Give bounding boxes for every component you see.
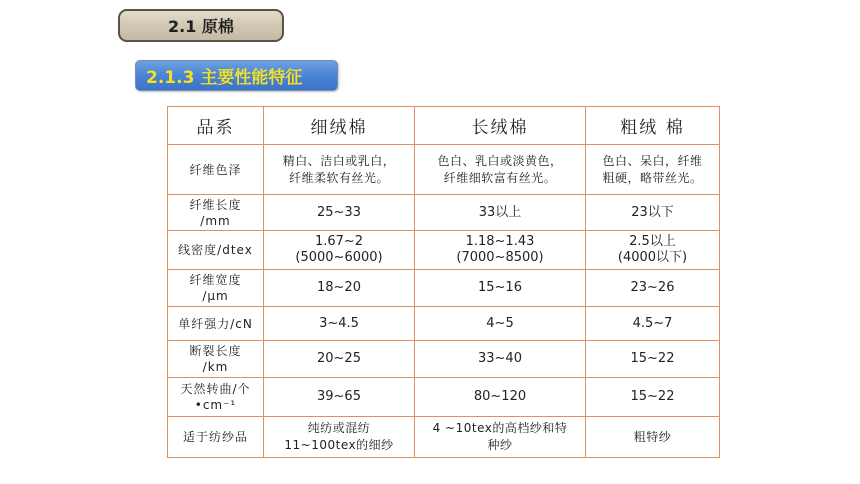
- table-cell: 33~40: [415, 341, 586, 378]
- table-cell: 色白、呆白，纤维 粗硬，略带丝光。: [586, 145, 720, 195]
- row-label: 单纤强力/cN: [168, 307, 264, 341]
- row-label: 线密度/dtex: [168, 231, 264, 270]
- table-cell: 粗特纱: [586, 417, 720, 458]
- table-cell: 25~33: [264, 195, 415, 231]
- cotton-properties-table: [167, 106, 720, 458]
- table-cell: 1.67~2 (5000~6000): [264, 231, 415, 270]
- header-cell-long-staple: 长绒棉: [415, 107, 586, 145]
- table-cell: 色白、乳白或淡黄色， 纤维细软富有丝光。: [415, 145, 586, 195]
- section-title: 2.1 原棉: [168, 17, 234, 36]
- table-cell: 20~25: [264, 341, 415, 378]
- row-label: 纤维长度 /mm: [168, 195, 264, 231]
- row-label: 适于纺纱品: [168, 417, 264, 458]
- header-cell-fine-staple: 细绒棉: [264, 107, 415, 145]
- row-label: 天然转曲/个 •cm⁻¹: [168, 378, 264, 417]
- row-label: 断裂长度 /km: [168, 341, 264, 378]
- table-cell: 2.5以上 (4000以下): [586, 231, 720, 270]
- table-cell: 精白、洁白或乳白， 纤维柔软有丝光。: [264, 145, 415, 195]
- table-cell: 15~16: [415, 270, 586, 307]
- table-cell: 3~4.5: [264, 307, 415, 341]
- header-cell-coarse-staple: 粗绒 棉: [586, 107, 720, 145]
- table-cell: 23~26: [586, 270, 720, 307]
- table-cell: 15~22: [586, 378, 720, 417]
- table-cell: 80~120: [415, 378, 586, 417]
- subsection-title-tab: [135, 60, 338, 91]
- table-cell: 1.18~1.43 (7000~8500): [415, 231, 586, 270]
- table-cell: 15~22: [586, 341, 720, 378]
- table-cell: 18~20: [264, 270, 415, 307]
- table-row-length: [168, 195, 720, 231]
- table-cell: 4~5: [415, 307, 586, 341]
- header-row: [168, 107, 720, 145]
- table-row-strength: [168, 307, 720, 341]
- table-cell: 33以上: [415, 195, 586, 231]
- table-cell: 纯纺或混纺 11~100tex的细纱: [264, 417, 415, 458]
- table-row-twist: [168, 378, 720, 417]
- table-cell: 4 ~10tex的高档纱和特 种纱: [415, 417, 586, 458]
- table-cell: 23以下: [586, 195, 720, 231]
- section-title-tab: [118, 9, 284, 42]
- table-row-width: [168, 270, 720, 307]
- row-label: 纤维色泽: [168, 145, 264, 195]
- header-cell-category: 品系: [168, 107, 264, 145]
- table-row-breaking-length: [168, 341, 720, 378]
- table-row-usage: [168, 417, 720, 458]
- table-cell: 39~65: [264, 378, 415, 417]
- table-cell: 4.5~7: [586, 307, 720, 341]
- table-row-density: [168, 231, 720, 270]
- table-row-color: [168, 145, 720, 195]
- row-label: 纤维宽度 /μm: [168, 270, 264, 307]
- subsection-title: 2.1.3 主要性能特征: [146, 68, 303, 88]
